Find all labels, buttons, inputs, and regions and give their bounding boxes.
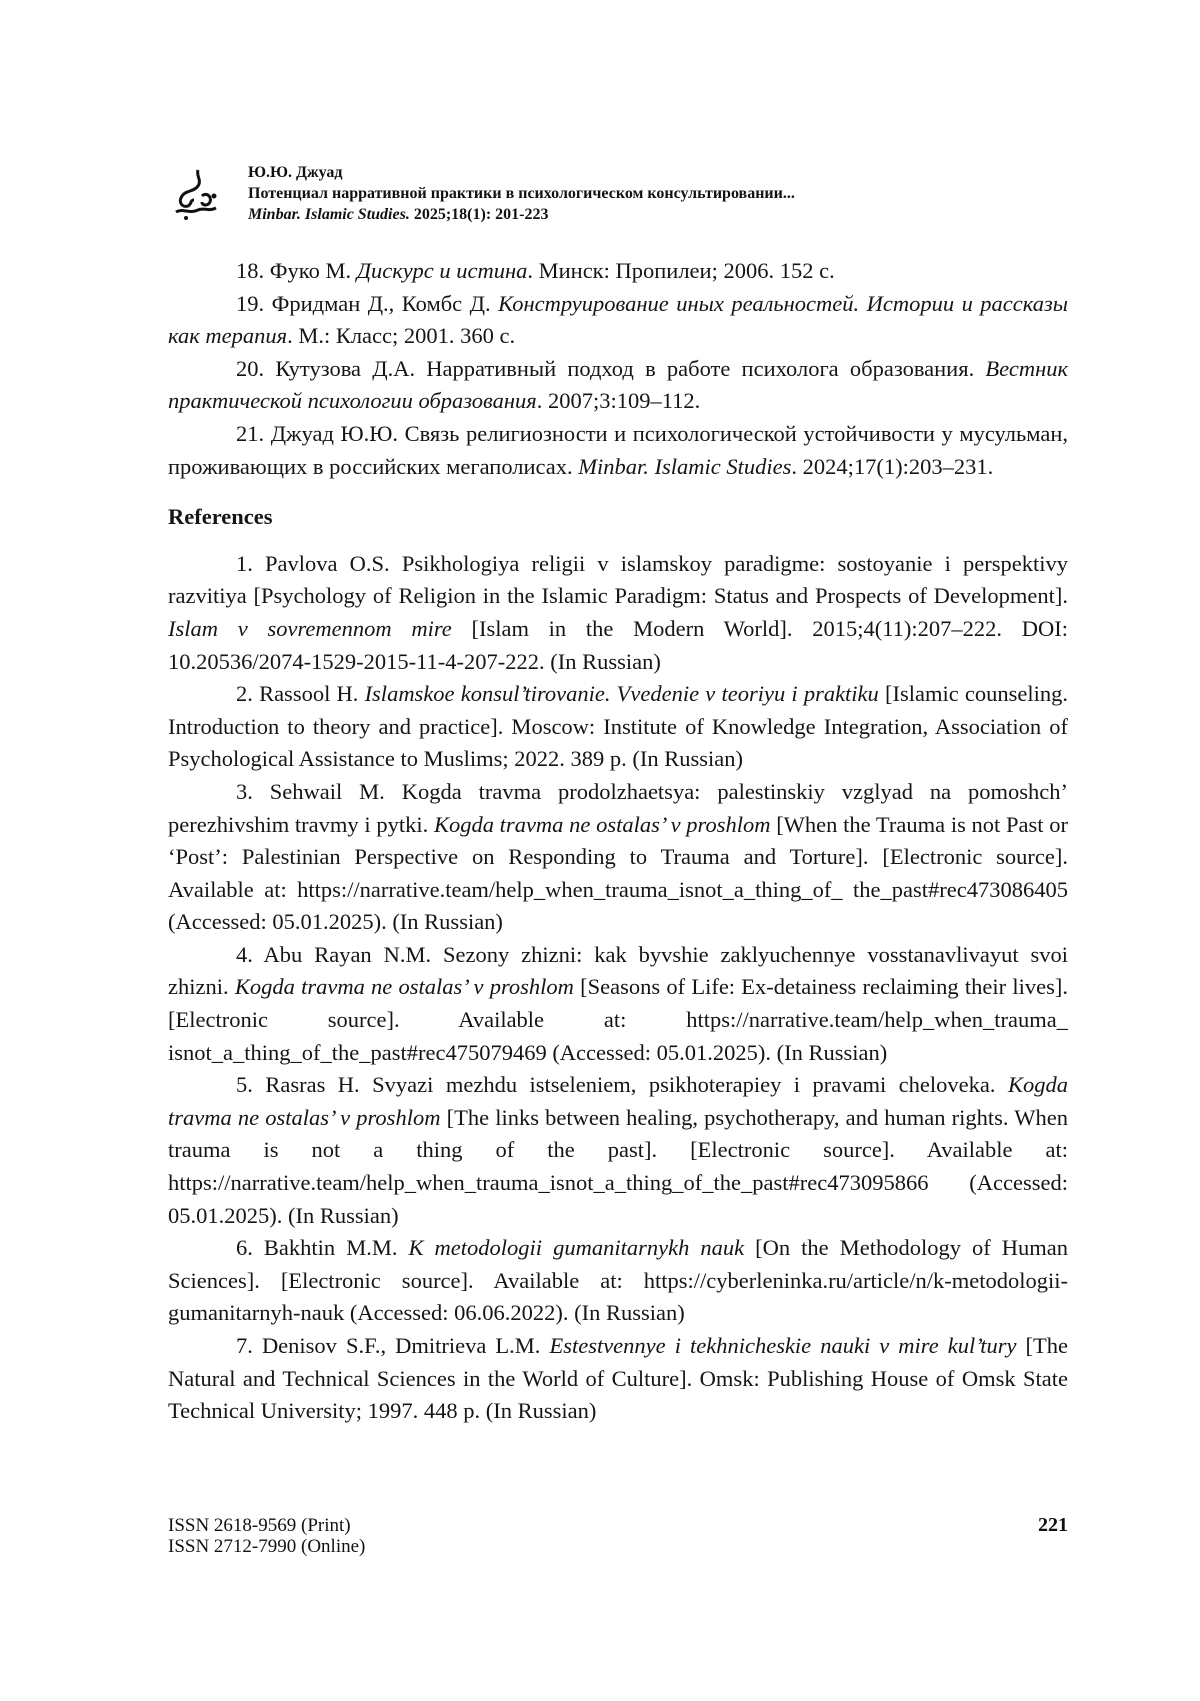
page-footer [168, 1515, 1068, 1557]
issn-online: ISSN 2712-7990 (Online) [168, 1536, 366, 1557]
reference-item: 3. Sehwail M. Kogda travma prodolzhaetsya: palestinskiy vzglyad na pomoshch’ perezhivshim travmy i pytki. Kogda travma ne ostalas’ v proshlom [When the Trauma is not Past or ‘Post’: Palestinian Perspective on Responding to Trauma and Torture]. [Electronic source]. Available at: https://narrative.team/help_when_trauma_isnot_a_thing_of_ the_past#rec473086405 (Accessed: 05.01.2025). (In Russian) [168, 778, 1068, 935]
english-reference-list [168, 548, 1068, 1428]
reference-item: 1. Pavlova O.S. Psikhologiya religii v islamskoy paradigme: sostoyanie i perspektivy razvitiya [Psychology of Religion in the Islamic Paradigm: Status and Prospects of Development]. Islam v sovremennom mire [Islam in the Modern World]. 2015;4(11):207–222. DOI: 10.20536/2074-1529-2015-11-4-207-222. (In Russian) [168, 550, 1069, 674]
reference-item: 19. Фридман Д., Комбс Д. Конструирование иных реальностей. Истории и рассказы как терапия. М.: Класс; 2001. 360 с. [168, 290, 1068, 349]
header-text [248, 162, 795, 225]
reference-item: 5. Rasras H. Svyazi mezhdu istseleniem, psikhoterapiey i pravami cheloveka. Kogda travma ne ostalas’ v proshlom [The links between healing, psychotherapy, and human rights. When trauma is not a thing of the past]. [Electronic source]. Available at: https://narrative.team/help_when_trauma_isnot_a_thing_of_the_past#rec473095866 (Accessed: 05.01.2025). (In Russian) [168, 1072, 1068, 1228]
reference-item: 21. Джуад Ю.Ю. Связь религиозности и психологической устойчивости у мусульман, проживающих в российских мегаполисах. Minbar. Islamic Studies. 2024;17(1):203–231. [168, 420, 1068, 479]
journal-name: Minbar. Islamic Studies. [248, 206, 410, 223]
reference-item: 18. Фуко М. Дискурс и истина. Минск: Пропилеи; 2006. 152 с. [236, 258, 835, 283]
reference-item: 20. Кутузова Д.А. Нарративный подход в работе психолога образования. Вестник практической психологии образования. 2007;3:109–112. [168, 355, 1069, 414]
reference-item: 2. Rassool H. Islamskoe konsul’tirovanie. Vvedenie v teoriyu i praktiku [Islamic counseling. Introduction to theory and practice]. Moscow: Institute of Knowledge Integration, Association of Psychological Assistance to Muslims; 2022. 389 p. (In Russian) [168, 681, 1069, 772]
running-header [168, 162, 1008, 232]
reference-item: 6. Bakhtin M.M. K metodologii gumanitarnykh nauk [On the Methodology of Human Sciences]. [Electronic source]. Available at: https://cyberleninka.ru/article/n/k-metodologii-gumanitarnyh-nauk (Accessed: 06.06.2022). (In Russian) [168, 1235, 1069, 1326]
volume-pages: 2025;18(1): 201-223 [413, 206, 549, 223]
references-heading: References [168, 504, 273, 530]
reference-item: 4. Abu Rayan N.M. Sezony zhizni: kak byvshie zaklyuchennye vosstanavlivayut svoi zhizni. Kogda travma ne ostalas’ v proshlom [Seasons of Life: Ex-detainess reclaiming their lives]. [Electronic source]. Available at: https://narrative.team/help_when_trauma_ isnot_a_thing_of_the_past#rec475079469 (Accessed: 05.01.2025). (In Russian) [168, 941, 1068, 1065]
journal-citation [248, 204, 795, 225]
page-number: 221 [1038, 1514, 1068, 1536]
reference-body [168, 255, 1068, 1428]
minbar-calligraphy-logo-icon [168, 166, 224, 222]
issn-print: ISSN 2618-9569 (Print) [168, 1515, 351, 1536]
article-title: Потенциал нарративной практики в психологическом консультировании... [248, 185, 795, 202]
author-name: Ю.Ю. Джуад [248, 164, 343, 181]
reference-item: 7. Denisov S.F., Dmitrieva L.M. Estestvennye i tekhnicheskie nauki v mire kul’tury [The Natural and Technical Sciences in the World of Culture]. Omsk: Publishing House of Omsk State Technical University; 1997. 448 p. (In Russian) [168, 1333, 1069, 1424]
russian-reference-list [168, 255, 1068, 483]
